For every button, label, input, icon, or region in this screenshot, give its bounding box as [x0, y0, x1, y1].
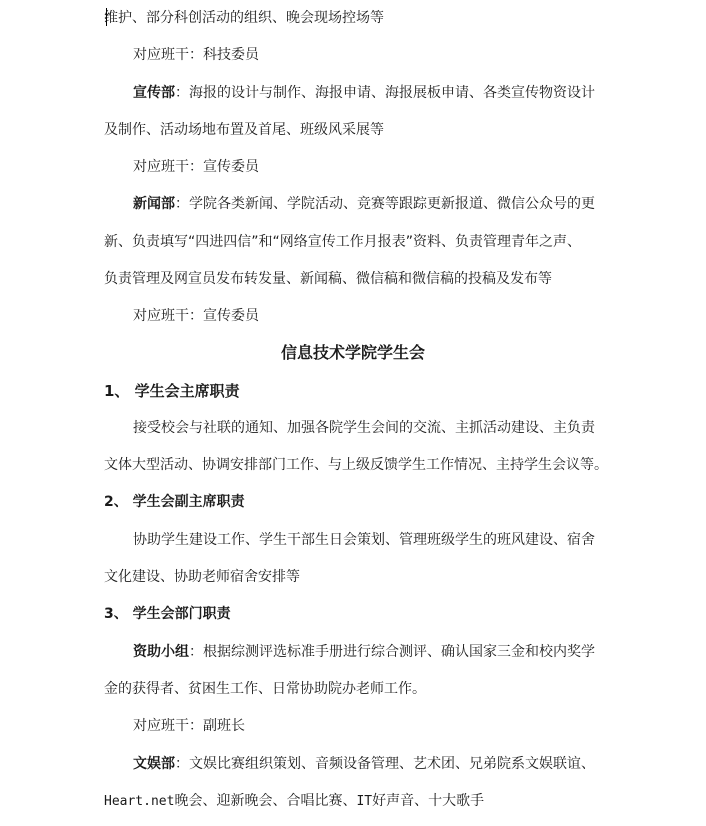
- paragraph-line: 文体大型活动、协调安排部门工作、与上级反馈学生工作情况、主持学生会议等。: [104, 457, 608, 473]
- heading-3: 3、 学生会部门职责: [104, 606, 231, 622]
- paragraph-line: 协助学生建设工作、学生干部生日会策划、管理班级学生的班风建设、宿舍: [133, 532, 595, 548]
- role-line-xuanchuan: 对应班干：宣传委员: [133, 159, 259, 175]
- paragraph-line: 及制作、活动场地布置及首尾、班级风采展等: [104, 122, 384, 138]
- paragraph-line: 文化建设、协助老师宿舍安排等: [104, 569, 300, 585]
- mono-text: IT: [356, 794, 373, 809]
- paragraph-text: 好声音、十大歌手: [372, 793, 485, 809]
- paragraph-text: 晚会、迎新晚会、合唱比赛、: [174, 793, 357, 809]
- dept-desc: ：学院各类新闻、学院活动、竞赛等跟踪更新报道、微信公众号的更: [175, 196, 595, 212]
- paragraph-line: 接受校会与社联的通知、加强各院学生会间的交流、主抓活动建设、主负责: [133, 420, 595, 436]
- paragraph-line: 负责管理及网宣员发布转发量、新闻稿、微信稿和微信稿的投稿及发布等: [104, 271, 552, 287]
- dept-desc: ：文娱比赛组织策划、音频设备管理、艺术团、兄弟院系文娱联谊、: [175, 756, 595, 772]
- dept-wenyu-line: [133, 754, 595, 774]
- role-line-tech: 对应班干：科技委员: [133, 47, 259, 63]
- dept-desc: ：海报的设计与制作、海报申请、海报展板申请、各类宣传物资设计: [175, 85, 595, 101]
- dept-label-wenyu: 文娱部: [133, 756, 175, 772]
- dept-xinwen-line: [133, 194, 595, 214]
- dept-label-xuanchuan: 宣传部: [133, 85, 175, 101]
- heading-1: 1、 学生会主席职责: [104, 382, 240, 400]
- dept-label-zizhu: 资助小组: [133, 644, 189, 660]
- paragraph-line: 维护、部分科创活动的组织、晚会现场控场等: [104, 10, 384, 26]
- dept-label-xinwen: 新闻部: [133, 196, 175, 212]
- paragraph-line: 金的获得者、贫困生工作、日常协助院办老师工作。: [104, 681, 426, 697]
- role-line-zizhu: 对应班干：副班长: [133, 718, 245, 734]
- mono-text: Heart.net: [104, 794, 175, 809]
- role-line-xinwen: 对应班干：宣传委员: [133, 308, 259, 324]
- section-title: 信息技术学院学生会: [280, 343, 425, 362]
- dept-desc: ：根据综测评选标准手册进行综合测评、确认国家三金和校内奖学: [189, 644, 595, 660]
- paragraph-line: [104, 791, 484, 811]
- dept-zizhu-line: [133, 642, 595, 662]
- dept-xuanchuan-line: [133, 83, 595, 103]
- heading-2: 2、 学生会副主席职责: [104, 494, 245, 510]
- paragraph-line: 新、负责填写“四进四信”和“网络宣传工作月报表”资料、负责管理青年之声、: [104, 234, 582, 250]
